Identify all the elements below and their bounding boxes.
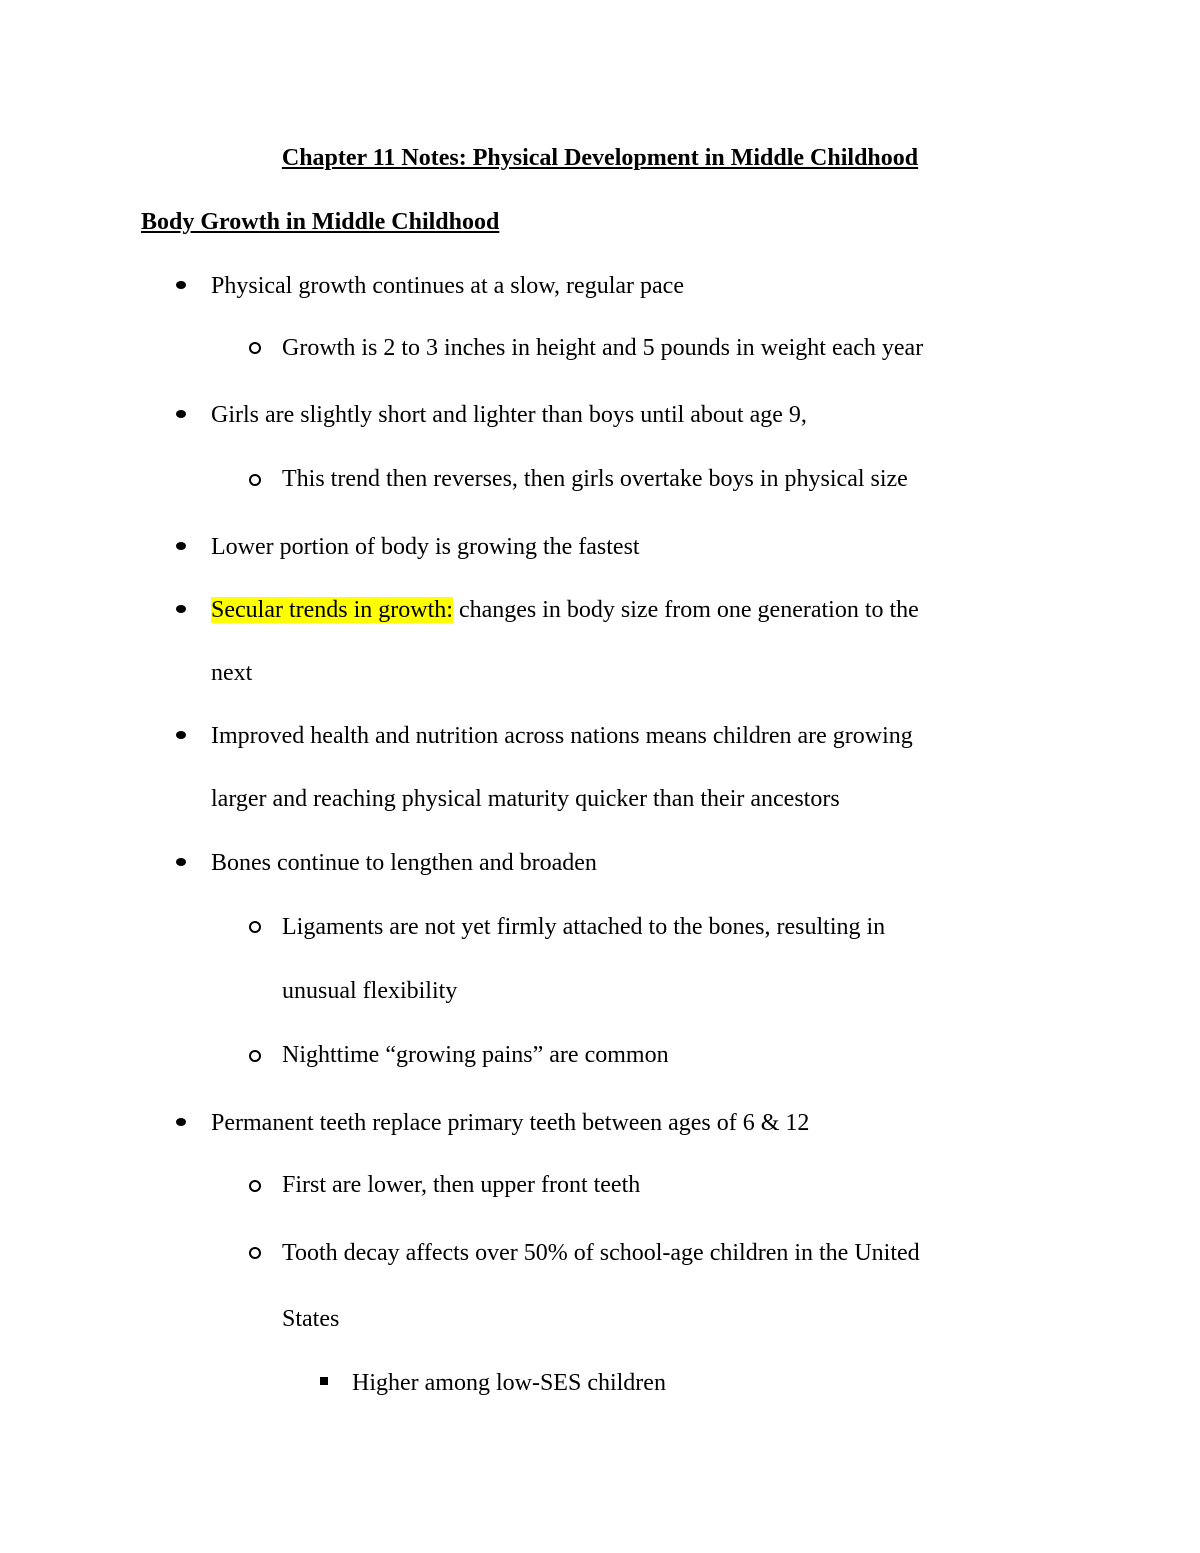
bullet-disc-icon [176,1118,186,1126]
list-item: Physical growth continues at a slow, regular pace [211,273,684,299]
sub-list-item: This trend then reverses, then girls overtake boys in physical size [282,466,908,492]
list-item: Lower portion of body is growing the fastest [211,534,640,560]
bullet-disc-icon [176,731,186,739]
list-item: Girls are slightly short and lighter than boys until about age 9, [211,402,807,428]
bullet-circle-icon [249,1050,261,1062]
sub-list-item: Ligaments are not yet firmly attached to the bones, resulting in [282,914,886,940]
bullet-disc-icon [176,858,186,866]
list-item: Bones continue to lengthen and broaden [211,850,597,876]
page-title: Chapter 11 Notes: Physical Development in Middle Childhood [281,145,919,171]
highlighted-term: Secular trends in growth: [211,597,453,623]
bullet-square-icon [320,1377,328,1385]
sub-list-item: First are lower, then upper front teeth [282,1172,641,1198]
list-item: Improved health and nutrition across nations means children are growing [211,723,913,749]
list-item: Permanent teeth replace primary teeth between ages of 6 & 12 [211,1110,810,1136]
bullet-disc-icon [176,605,186,613]
bullet-circle-icon [249,1180,261,1192]
bullet-disc-icon [176,281,186,289]
sub-list-item: Nighttime “growing pains” are common [282,1042,669,1068]
sub-list-item-continuation: unusual flexibility [282,978,458,1004]
term-definition: changes in body size from one generation to the [452,597,919,623]
list-item-continuation: larger and reaching physical maturity quicker than their ancestors [211,786,840,812]
sub-list-item: Growth is 2 to 3 inches in height and 5 pounds in weight each year [282,335,924,361]
bullet-circle-icon [249,921,261,933]
bullet-disc-icon [176,542,186,550]
section-heading: Body Growth in Middle Childhood [141,209,500,235]
bullet-circle-icon [249,1247,261,1259]
bullet-circle-icon [249,342,261,354]
bullet-circle-icon [249,474,261,486]
sub-sub-list-item: Higher among low-SES children [352,1370,666,1396]
sub-list-item: Tooth decay affects over 50% of school-age children in the United [282,1240,920,1266]
sub-list-item-continuation: States [282,1306,340,1332]
bullet-disc-icon [176,410,186,418]
list-item-continuation: next [211,660,253,686]
list-item [211,595,919,625]
